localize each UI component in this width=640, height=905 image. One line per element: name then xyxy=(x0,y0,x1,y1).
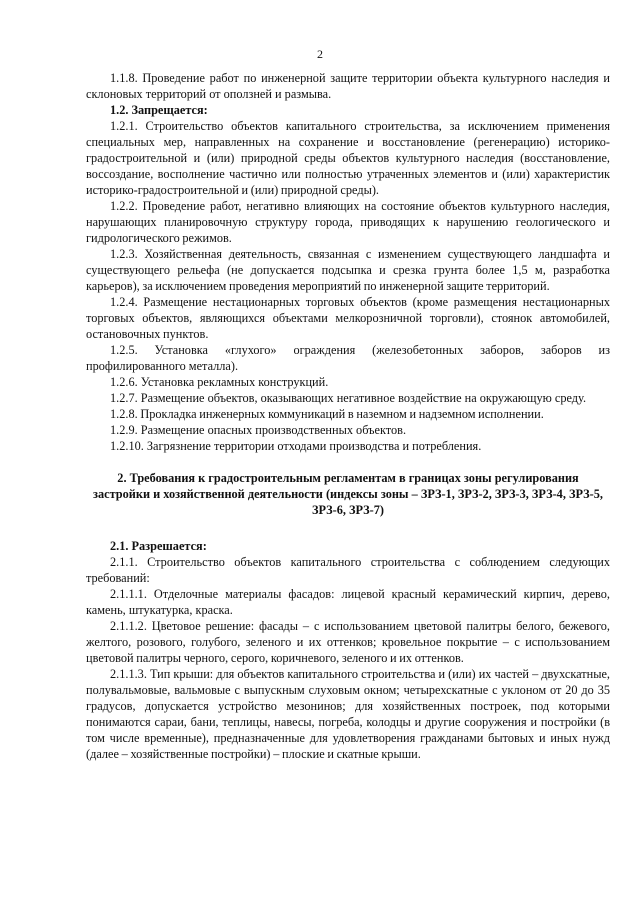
section-gap xyxy=(86,518,610,538)
section-2-heading: 2. Требования к градостроительным регламентам в границах зоны регулирования застройки и хозяйственной деятельности (индексы зоны – ЗРЗ-1, ЗРЗ-2, ЗРЗ-3, ЗРЗ-4, ЗРЗ-5, ЗРЗ-6, ЗРЗ-7) xyxy=(93,471,603,517)
clause-2-1-1: 2.1.1. Строительство объектов капитального строительства с соблюдением следующих требований: xyxy=(86,555,610,585)
heading-1-2: 1.2. Запрещается: xyxy=(110,103,208,117)
section-gap xyxy=(86,454,610,470)
clause-1-2-9: 1.2.9. Размещение опасных производственных объектов. xyxy=(110,423,407,437)
clause-1-2-1: 1.2.1. Строительство объектов капитального строительства, за исключением применения специальных мер, направленных на сохранение и восстановление (регенерацию) историко-градостроительной и (или) природной среды объектов культурного наследия (восстановление, воссоздание, восполнение частично или полностью утраченных элементов и (или) характеристик историко-градостроительной и (или) природной среды). xyxy=(86,119,610,197)
clause-1-2-3: 1.2.3. Хозяйственная деятельность, связанная с изменением существующего ландшафта и существующего рельефа (не допускается подсыпка и срезка грунта более 1,5 м, разработка карьеров), за исключением проведения мероприятий по инженерной защите территорий. xyxy=(86,247,610,293)
clause-2-1-1-2: 2.1.1.2. Цветовое решение: фасады – с использованием цветовой палитры белого, бежевого, желтого, розового, голубого, зеленого и их оттенков; кровельное покрытие – с использованием цветовой палитры черного, серого, коричневого, зеленого и их оттенков. xyxy=(86,619,610,665)
heading-2-1: 2.1. Разрешается: xyxy=(110,539,207,553)
clause-1-1-8: 1.1.8. Проведение работ по инженерной защите территории объекта культурного наследия и склоновых территорий от оползней и размыва. xyxy=(86,71,610,101)
clause-2-1-1-1: 2.1.1.1. Отделочные материалы фасадов: лицевой красный керамический кирпич, дерево, камень, штукатурка, краска. xyxy=(86,587,610,617)
clause-1-2-5: 1.2.5. Установка «глухого» ограждения (железобетонных заборов, заборов из профилированного металла). xyxy=(86,343,610,373)
clause-1-2-4: 1.2.4. Размещение нестационарных торговых объектов (кроме размещения нестационарных торговых объектов, являющихся объектами мелкорозничной торговли), стоянок автомобилей, остановочных пунктов. xyxy=(86,295,610,341)
document-body xyxy=(86,70,610,762)
clause-2-1-1-3: 2.1.1.3. Тип крыши: для объектов капитального строительства и (или) их частей – двухскатные, полувальмовые, вальмовые с выпускным слуховым окном; четырехскатные с уклоном от 20 до 35 градусов, допускается устройство мезонинов; для хозяйственных построек, под которыми понимаются сараи, бани, теплицы, навесы, погреба, колодцы и другие сооружения и постройки (в том числе временные), предназначенные для удовлетворения гражданами бытовых и иных нужд (далее – хозяйственные постройки) – плоские и скатные крыши. xyxy=(86,667,610,761)
clause-1-2-10: 1.2.10. Загрязнение территории отходами производства и потребления. xyxy=(110,439,482,453)
clause-1-2-8: 1.2.8. Прокладка инженерных коммуникаций в наземном и надземном исполнении. xyxy=(110,407,544,421)
page-number: 2 xyxy=(317,47,323,61)
clause-1-2-7: 1.2.7. Размещение объектов, оказывающих негативное воздействие на окружающую среду. xyxy=(110,391,587,405)
clause-1-2-6: 1.2.6. Установка рекламных конструкций. xyxy=(110,375,329,389)
clause-1-2-2: 1.2.2. Проведение работ, негативно влияющих на состояние объектов культурного наследия, нарушающих планировочную структуру города, приводящих к нарушению геологического и гидрологического режимов. xyxy=(86,199,610,245)
